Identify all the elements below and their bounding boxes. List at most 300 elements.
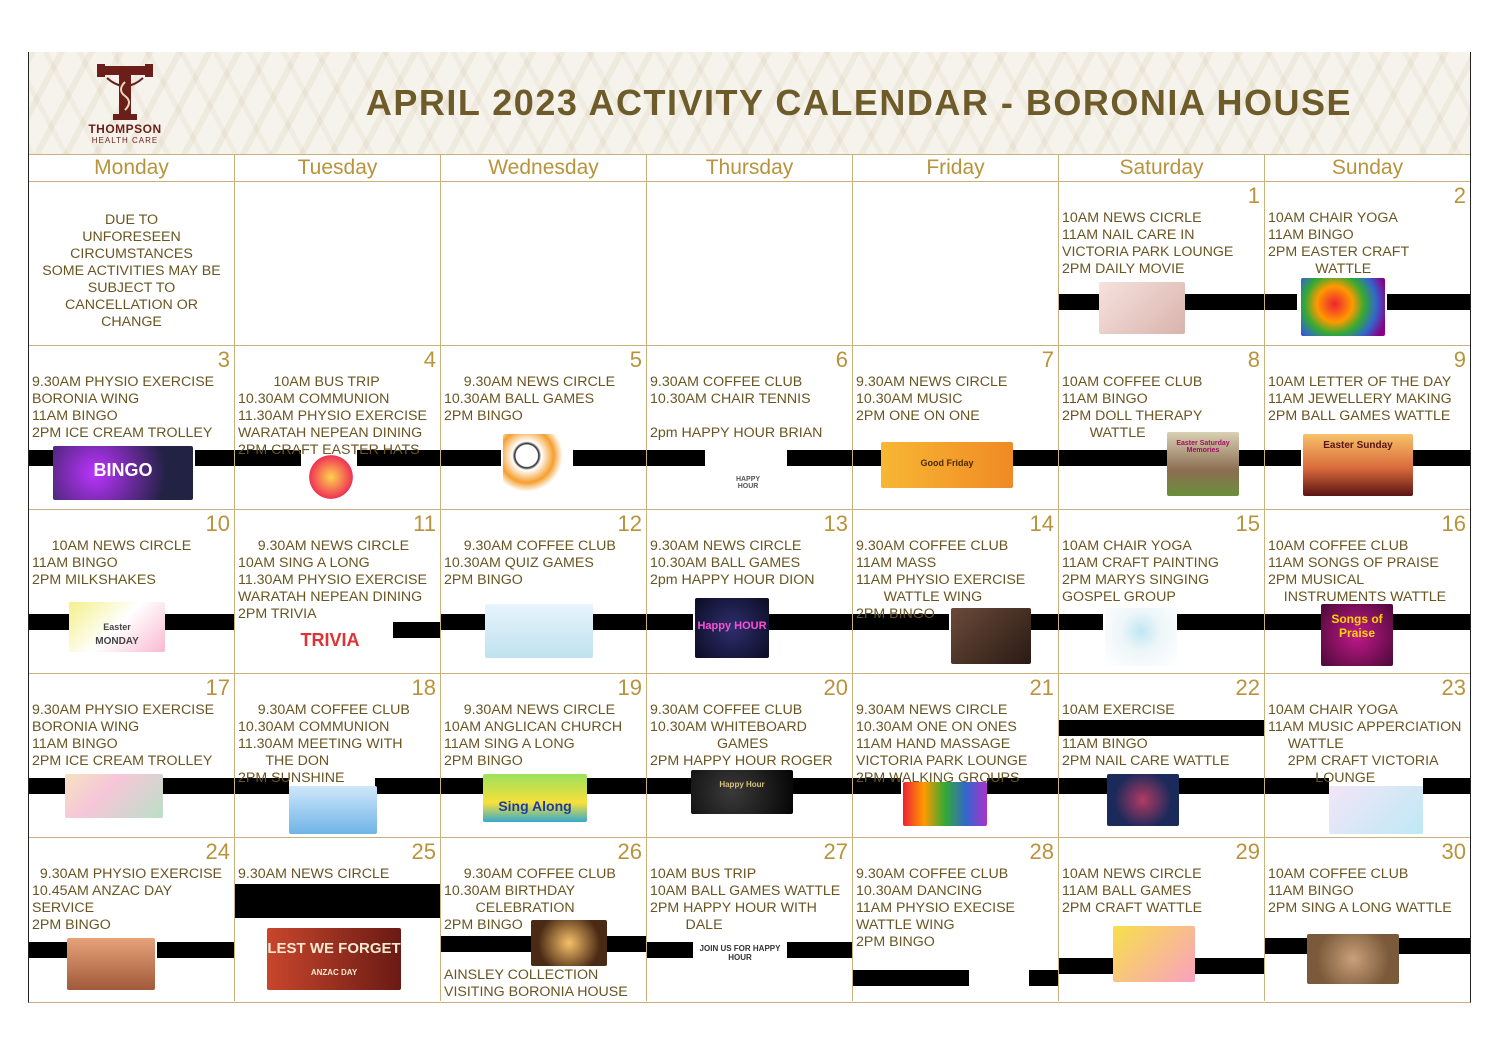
day-cell-saturday [1059, 838, 1265, 1001]
happy-hour-neon-text: Happy HOUR [697, 620, 767, 632]
nail-care-image [1099, 282, 1185, 334]
activity-line: 2pm HAPPY HOUR BRIAN [650, 425, 823, 441]
activity-line: 2PM BINGO [444, 917, 523, 933]
day-cell-sunday [1265, 510, 1470, 673]
activity-list [1268, 210, 1468, 278]
songs-of-praise-image [1321, 604, 1393, 666]
activity-line: 10AM BALL GAMES WATTLE [650, 883, 841, 899]
day-cell-thursday [647, 182, 853, 345]
day-number: 7 [1041, 347, 1054, 372]
activity-list [444, 866, 644, 1001]
notice-line: CHANGE [101, 314, 162, 330]
ball-games-image [503, 434, 571, 496]
activity-line: 2PM WALKING GROUPS [856, 770, 1020, 786]
day-number: 24 [205, 839, 230, 864]
day-number: 26 [617, 839, 642, 864]
craft-painting-image [1105, 608, 1177, 666]
day-number: 21 [1029, 675, 1054, 700]
black-bar [441, 614, 485, 630]
black-bar [163, 778, 235, 794]
activity-line: 11.30AM MEETING WITH [238, 736, 403, 752]
activity-line: 11.30AM PHYSIO EXERCISE [238, 572, 427, 588]
weekday-wednesday: Wednesday [441, 155, 647, 181]
activity-list [1268, 374, 1468, 425]
quiz-games-image [485, 604, 593, 658]
activity-line: 2PM MUSICAL [1268, 572, 1365, 588]
black-bar [163, 614, 235, 630]
day-cell-thursday [647, 838, 853, 1001]
join-us-happy-hour-text: JOIN US FOR HAPPY HOUR [699, 944, 781, 962]
black-bar [1265, 614, 1321, 630]
activity-line: 11AM SONGS OF PRAISE [1268, 555, 1439, 571]
activity-line: 2PM MARYS SINGING [1062, 572, 1210, 588]
activity-line: 10.30AM BALL GAMES [650, 555, 801, 571]
activity-line: WATTLE [1062, 425, 1146, 441]
craft-victoria-image [1329, 786, 1423, 834]
activity-line: 10AM BUS TRIP [238, 374, 380, 390]
black-bar [1177, 614, 1265, 630]
activity-list [650, 702, 850, 770]
activity-line: 10AM NEWS CIRCLE [1062, 866, 1202, 882]
anzac-day-text: ANZAC DAY [310, 968, 358, 977]
day-cell-thursday [647, 510, 853, 673]
black-bar [393, 622, 441, 638]
activity-line: 2pm HAPPY HOUR DION [650, 572, 815, 588]
activity-line: GOSPEL GROUP [1062, 589, 1176, 605]
activity-line: 9.30AM NEWS CIRCLE [856, 374, 1008, 390]
activity-line: 10.30AM ONE ON ONES [856, 719, 1017, 735]
activity-list [856, 702, 1056, 787]
activity-line: 11AM HAND MASSAGE [856, 736, 1011, 752]
activity-line: 2PM CRAFT VICTORIA [1268, 753, 1439, 769]
activity-line: 10AM COFFEE CLUB [1268, 538, 1409, 554]
black-bar [1413, 450, 1470, 466]
notice-line: CIRCUMSTANCES [70, 246, 193, 262]
activity-line: WATTLE WING [856, 917, 955, 933]
activity-line: VICTORIA PARK LOUNGE [856, 753, 1028, 769]
activity-line: 9.30AM NEWS CIRCLE [856, 702, 1008, 718]
day-number: 16 [1441, 511, 1466, 536]
activity-line: 10.30AM BALL GAMES [444, 391, 595, 407]
calendar-week-row [29, 838, 1470, 1001]
black-bar [573, 450, 647, 466]
day-number: 4 [423, 347, 436, 372]
day-number: 30 [1441, 839, 1466, 864]
activity-line: 11AM BINGO [32, 408, 118, 424]
activity-list [444, 702, 644, 770]
activity-line: 2PM EASTER CRAFT [1268, 244, 1410, 260]
activity-line: 9.30AM COFFEE CLUB [650, 374, 803, 390]
activity-line: 9.30AM PHYSIO EXERCISE [32, 374, 215, 390]
black-bar [1059, 958, 1113, 974]
trivia-image [269, 628, 391, 654]
activity-line: 11AM BINGO [1062, 391, 1148, 407]
activity-line: 2PM ONE ON ONE [856, 408, 980, 424]
day-cell-sunday [1265, 346, 1470, 509]
calendar-sheet [28, 52, 1471, 1003]
easter-monday-image [69, 602, 165, 652]
lest-we-forget-text: LEST WE FORGET [267, 940, 401, 957]
day-cell-sunday [1265, 674, 1470, 837]
day-number: 25 [411, 839, 436, 864]
activity-list [238, 866, 438, 883]
activity-line: 2PM SUNSHINE [238, 770, 345, 786]
activity-line: 10AM ANGLICAN CHURCH [444, 719, 623, 735]
activity-line: 10AM EXERCISE [1062, 702, 1175, 718]
black-bar [195, 450, 235, 466]
easter-sunday-text: Easter Sunday [1323, 440, 1393, 451]
black-bar [1265, 294, 1297, 310]
bingo-text: BINGO [93, 460, 153, 480]
activity-line: 9.30AM COFFEE CLUB [238, 702, 410, 718]
black-bar [441, 450, 501, 466]
activity-line: 11AM BINGO [32, 736, 118, 752]
day-number: 9 [1453, 347, 1466, 372]
happy-hour-small-image [727, 452, 769, 488]
activity-line: THE DON [238, 753, 330, 769]
happy-hour-drinks-text: Happy Hour [719, 780, 765, 789]
black-bar [1393, 614, 1470, 630]
black-bar [29, 778, 65, 794]
activity-line: 10AM NEWS CICRLE [1062, 210, 1202, 226]
activity-line: 2PM CRAFT EASTER HATS [238, 442, 420, 458]
activity-line: 11AM PHYSIO EXERCISE [856, 572, 1026, 588]
black-bar [1029, 970, 1059, 986]
activity-line: 2PM HAPPY HOUR ROGER [650, 753, 833, 769]
day-cell-friday [853, 674, 1059, 837]
black-bar [157, 942, 235, 958]
day-cell-thursday [647, 674, 853, 837]
walking-group-image [903, 782, 987, 826]
good-friday-text: Good Friday [920, 458, 974, 468]
activity-line: 10.30AM MUSIC [856, 391, 963, 407]
activity-list [1268, 538, 1468, 606]
activity-line: BORONIA WING [32, 719, 140, 735]
sing-along-text: Sing Along [498, 798, 572, 814]
day-cell-monday [29, 346, 235, 509]
black-bar [1183, 294, 1265, 310]
black-bar [769, 614, 853, 630]
notice-line: SUBJECT TO [87, 280, 176, 296]
black-bar [235, 884, 441, 918]
cancellation-notice [29, 212, 234, 331]
activity-line: 9.30AM PHYSIO EXERCISE [32, 702, 215, 718]
activity-line: 11AM NAIL CARE IN [1062, 227, 1195, 243]
activity-line: WATTLE [1268, 261, 1372, 277]
activity-line: WARATAH NEPEAN DINING [238, 589, 423, 605]
activity-line: 9.30AM COFFEE CLUB [444, 538, 616, 554]
activity-list [650, 538, 850, 589]
activity-line: 9.30AM NEWS CIRCLE [444, 702, 616, 718]
header-banner [29, 52, 1470, 154]
activity-line: 10.30AM QUIZ GAMES [444, 555, 594, 571]
activity-line: 2PM CRAFT WATTLE [1062, 900, 1203, 916]
activity-list [856, 866, 1056, 951]
day-cell-friday [853, 346, 1059, 509]
day-number: 14 [1029, 511, 1054, 536]
day-number: 5 [629, 347, 642, 372]
activity-list [238, 702, 438, 787]
activity-line: GAMES [650, 736, 769, 752]
black-bar [1265, 938, 1307, 954]
activity-line [444, 934, 644, 951]
activity-line: 11AM BINGO [1268, 227, 1354, 243]
day-number: 12 [617, 511, 642, 536]
activity-line: 10AM BUS TRIP [650, 866, 757, 882]
day-cell-monday [29, 510, 235, 673]
day-cell-sunday [1265, 838, 1470, 1001]
activity-line: 2PM ICE CREAM TROLLEY [32, 425, 213, 441]
activity-list [32, 866, 232, 934]
activity-list [32, 702, 232, 770]
logo-subtitle: HEALTH CARE [91, 136, 159, 145]
black-bar [1195, 958, 1265, 974]
day-number: 22 [1235, 675, 1260, 700]
activity-line: 9.30AM NEWS CIRCLE [238, 538, 410, 554]
weekday-sunday: Sunday [1331, 156, 1404, 179]
activity-line: 9.30AM PHYSIO EXERCISE [32, 866, 223, 882]
calendar-week-row [29, 182, 1470, 346]
day-cell-wednesday [441, 674, 647, 837]
weekday-tuesday: Tuesday [235, 155, 441, 181]
day-cell-wednesday [441, 346, 647, 509]
activity-line: 2PM BINGO [444, 572, 523, 588]
activity-line: 11.30AM PHYSIO EXERCISE [238, 408, 427, 424]
day-cell-saturday [1059, 182, 1265, 345]
craft-wattle-image [1113, 926, 1195, 982]
day-cell-tuesday [235, 510, 441, 673]
day-cell-friday [853, 838, 1059, 1001]
activity-line: 10.30AM CHAIR TENNIS [650, 391, 811, 407]
activity-line: 9.30AM COFFEE CLUB [856, 866, 1009, 882]
day-cell-friday [853, 182, 1059, 345]
activity-list [650, 866, 850, 934]
day-number: 1 [1247, 183, 1260, 208]
activity-line: 2PM BINGO [32, 917, 111, 933]
activity-list [1268, 866, 1468, 917]
day-cell-wednesday [441, 838, 647, 1001]
black-bar [647, 614, 693, 630]
activity-line: 9.30AM NEWS CIRCLE [650, 538, 802, 554]
notice-line: SOME ACTIVITIES MAY BE [42, 263, 221, 279]
black-bar [647, 942, 693, 958]
day-number: 28 [1029, 839, 1054, 864]
day-number: 6 [835, 347, 848, 372]
activity-line: 9.30AM COFFEE CLUB [856, 538, 1009, 554]
black-bar [787, 942, 853, 958]
activity-line: VICTORIA PARK LOUNGE [1062, 244, 1234, 260]
activity-line: INSTRUMENTS WATTLE [1268, 589, 1447, 605]
black-bar [1399, 938, 1470, 954]
weekday-thursday: Thursday [647, 155, 853, 181]
activity-line: DALE [650, 917, 723, 933]
easter-sunday-image [1303, 434, 1413, 496]
activity-list [1062, 210, 1262, 278]
activity-line: 9.30AM NEWS CIRCLE [444, 374, 616, 390]
day-cell-friday [853, 510, 1059, 673]
activity-line: WATTLE [1268, 736, 1344, 752]
activity-line: 2PM SING A LONG WATTLE [1268, 900, 1452, 916]
day-number: 13 [823, 511, 848, 536]
activity-line: 10AM CHAIR YOGA [1062, 538, 1192, 554]
easter-hat-image [305, 452, 357, 502]
day-number: 2 [1453, 183, 1466, 208]
happy-hour-small-text: HAPPY HOUR [735, 476, 761, 488]
calendar-week-row [29, 346, 1470, 510]
activity-line: 2PM ICE CREAM TROLLEY [32, 753, 213, 769]
day-cell-monday [29, 674, 235, 837]
notice-line: DUE TO [104, 212, 159, 228]
activity-line: 11AM CRAFT PAINTING [1062, 555, 1219, 571]
day-number: 3 [217, 347, 230, 372]
day-number: 11 [413, 511, 436, 536]
day-cell-tuesday [235, 182, 441, 345]
activity-list [1062, 374, 1262, 442]
day-number: 15 [1235, 511, 1260, 536]
nail-care-wattle-image [1107, 774, 1179, 826]
calendar-week-row [29, 674, 1470, 838]
activity-list [650, 374, 850, 442]
easter-egg-image [1301, 278, 1385, 336]
calendar-week-row [29, 510, 1470, 674]
day-cell-tuesday [235, 346, 441, 509]
activity-line: 10.30AM BIRTHDAY [444, 883, 576, 899]
activity-line: 10AM LETTER OF THE DAY [1268, 374, 1452, 390]
ice-cream-image [65, 774, 163, 818]
activity-line: 9.30AM NEWS CIRCLE [238, 866, 390, 882]
activity-line: 10AM SING A LONG [238, 555, 370, 571]
calendar-grid [29, 154, 1470, 1001]
weekday-friday: Friday [853, 155, 1059, 181]
activity-line: 9.30AM COFFEE CLUB [444, 866, 616, 882]
bingo-image [53, 446, 193, 500]
activity-list [856, 538, 1056, 623]
day-number: 17 [205, 675, 230, 700]
activity-line [1062, 719, 1262, 736]
weekday-header-row [29, 154, 1470, 182]
day-cell-monday [29, 182, 235, 345]
day-cell-saturday [1059, 346, 1265, 509]
activity-line: 10AM COFFEE CLUB [1268, 866, 1409, 882]
activity-line: 10.30AM COMMUNION [238, 719, 390, 735]
easter-monday-text-2: MONDAY [95, 636, 139, 647]
activity-line: 2PM NAIL CARE WATTLE [1062, 753, 1230, 769]
activity-line: 11AM BINGO [1062, 736, 1148, 752]
activity-line: 10AM CHAIR YOGA [1268, 210, 1398, 226]
thompson-logo [77, 64, 173, 146]
activity-line: 11AM MASS [856, 555, 937, 571]
activity-list [238, 374, 438, 459]
logo-name: THOMPSON [88, 122, 162, 136]
activity-line: 10AM CHAIR YOGA [1268, 702, 1398, 718]
activity-line: 9.30AM COFFEE CLUB [650, 702, 803, 718]
day-number: 23 [1441, 675, 1466, 700]
activity-line: 2PM BINGO [444, 753, 523, 769]
activity-line: AINSLEY COLLECTION [444, 967, 599, 983]
black-bar [647, 450, 705, 466]
activity-line: 11AM MUSIC APPERCIATION [1268, 719, 1462, 735]
activity-line: 11AM BALL GAMES [1062, 883, 1192, 899]
activity-line: 2PM BINGO [856, 606, 935, 622]
activity-line: 10AM NEWS CIRCLE [32, 538, 192, 554]
activity-list [1062, 702, 1262, 770]
anzac-service-image [67, 938, 155, 990]
activity-line: 2PM MILKSHAKES [32, 572, 156, 588]
activity-line: 2PM DOLL THERAPY [1062, 408, 1203, 424]
activity-line: 10AM COFFEE CLUB [1062, 374, 1203, 390]
black-bar [1179, 778, 1265, 794]
day-cell-sunday [1265, 182, 1470, 345]
day-number: 18 [411, 675, 436, 700]
join-us-happy-hour-image [693, 942, 787, 992]
activity-list [1062, 866, 1262, 917]
notice-line: CANCELLATION OR [65, 297, 198, 313]
day-cell-tuesday [235, 674, 441, 837]
calendar-weeks [29, 182, 1470, 1001]
activity-line: 2PM TRIVIA [238, 606, 317, 622]
activity-list [856, 374, 1056, 425]
black-bar [787, 450, 853, 466]
activity-line: VISITING BORONIA HOUSE [444, 984, 628, 1000]
activity-line: 10.45AM ANZAC DAY [32, 883, 173, 899]
easter-monday-text: Easter [103, 622, 131, 632]
day-cell-monday [29, 838, 235, 1001]
songs-of-praise-text: Songs of Praise [1331, 612, 1383, 640]
happy-hour-drinks-image [691, 770, 793, 814]
page-title: APRIL 2023 ACTIVITY CALENDAR - BORONIA HOUSE [365, 82, 1353, 123]
sing-along-image [483, 774, 587, 822]
day-cell-saturday [1059, 510, 1265, 673]
black-bar [29, 942, 67, 958]
activity-list [1268, 702, 1468, 787]
activity-line: 10.30AM DANCING [856, 883, 983, 899]
activity-line: BORONIA WING [32, 391, 140, 407]
day-cell-wednesday [441, 182, 647, 345]
day-cell-saturday [1059, 674, 1265, 837]
activity-line: 2PM HAPPY HOUR WITH [650, 900, 817, 916]
activity-line: WARATAH NEPEAN DINING [238, 425, 423, 441]
activity-line: 11AM BINGO [32, 555, 118, 571]
logo-t-icon [77, 64, 173, 124]
good-friday-image [881, 442, 1013, 488]
activity-line: 11AM JEWELLERY MAKING [1268, 391, 1452, 407]
activity-line: 11AM SING A LONG [444, 736, 575, 752]
day-cell-wednesday [441, 510, 647, 673]
easter-saturday-text: Easter Saturday Memories [1176, 440, 1230, 454]
activity-line: 2PM DAILY MOVIE [1062, 261, 1185, 277]
activity-line: 2PM BALL GAMES WATTLE [1268, 408, 1451, 424]
day-cell-tuesday [235, 838, 441, 1001]
day-number: 19 [617, 675, 642, 700]
activity-line: 2PM BINGO [444, 408, 523, 424]
black-bar [1387, 294, 1470, 310]
activity-list [238, 538, 438, 623]
activity-list [444, 374, 644, 425]
coffee-club-image [1307, 934, 1399, 984]
trivia-text: TRIVIA [300, 630, 360, 650]
day-number: 8 [1247, 347, 1260, 372]
black-bar [1265, 450, 1301, 466]
activity-line: 10.30AM WHITEBOARD [650, 719, 807, 735]
day-number: 27 [823, 839, 848, 864]
black-bar [29, 614, 69, 630]
day-number: 20 [823, 675, 848, 700]
activity-list [32, 538, 232, 589]
weekday-saturday: Saturday [1059, 155, 1265, 181]
day-cell-thursday [647, 346, 853, 509]
activity-line: 2PM BINGO [856, 934, 935, 950]
black-bar [1059, 614, 1103, 630]
